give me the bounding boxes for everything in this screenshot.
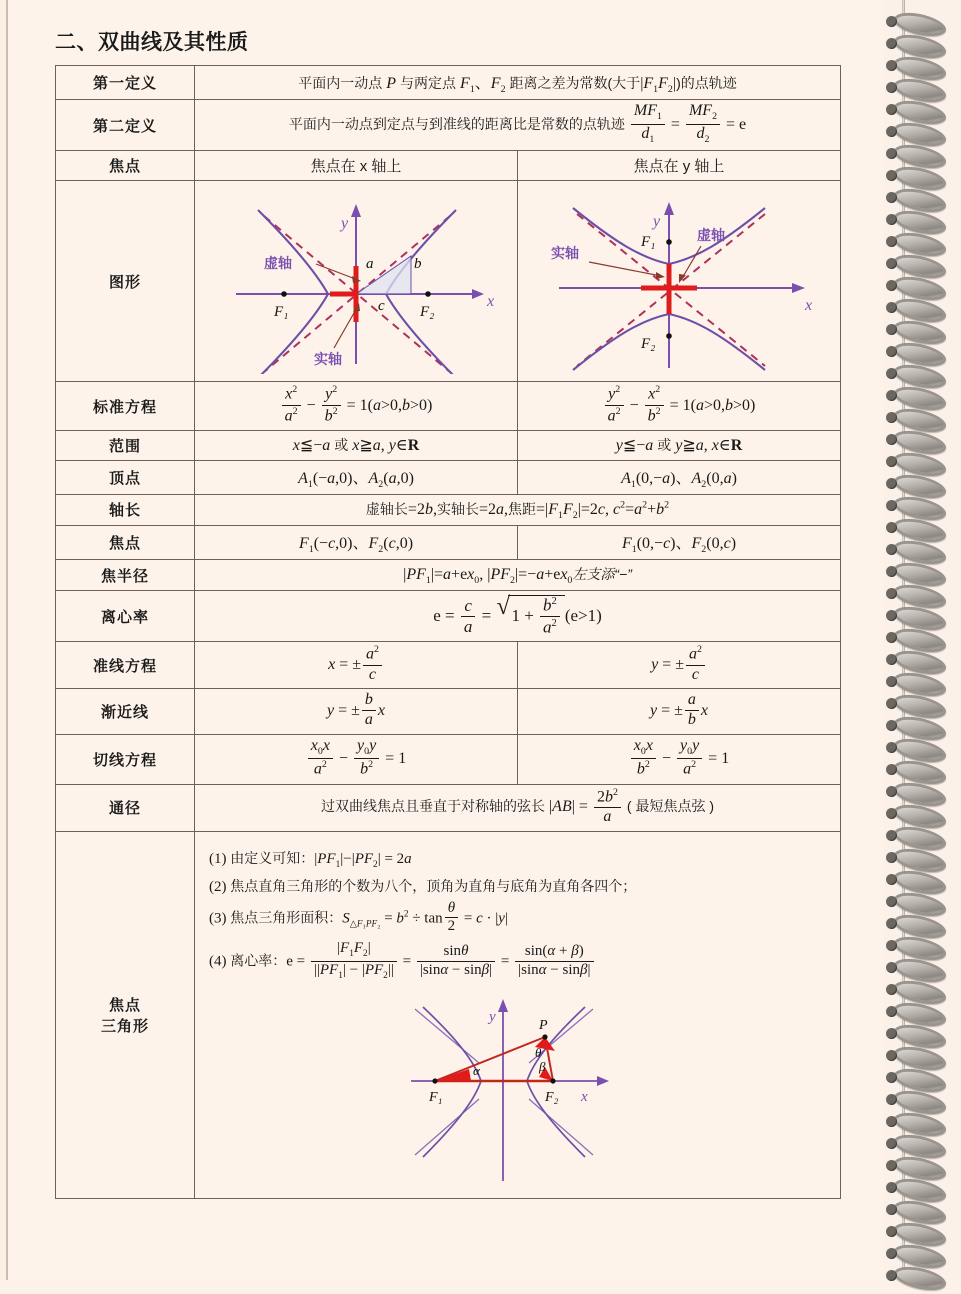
row-label-eccentricity: 离心率 — [56, 591, 195, 642]
row-label-focus-points: 焦点 — [56, 526, 195, 560]
binding-coil-ring — [886, 1202, 942, 1219]
latus-post-text: ( 最短焦点弦 ) — [626, 798, 715, 815]
table-row-directrix — [56, 642, 841, 689]
binding-coil-ring — [886, 58, 942, 75]
focus-points-right: $F_1(0,-c)$、$F_2(0,c)$ — [518, 526, 841, 560]
def1-text-d: )的点轨迹 — [676, 75, 737, 91]
right-figure-y-label: y — [653, 213, 661, 231]
binding-coil-ring — [886, 36, 942, 53]
item-3-number: (3) — [209, 910, 227, 927]
item-4-number: (4) — [209, 953, 227, 970]
standard-equation-right: $\frac{y^2}{a^2}$ − $\frac{x^2}{b^2}$ = 1(a>0,b>0) — [518, 382, 841, 430]
right-figure-imaginary-axis-label: 虚轴 — [697, 227, 725, 244]
asymptote-left: y = ± $\frac{b}{a}$ x — [195, 689, 518, 735]
right-figure-real-axis-label: 实轴 — [551, 245, 579, 262]
binding-coil-ring — [886, 102, 942, 119]
left-figure-x-label: x — [487, 293, 495, 311]
binding-coil-ring — [886, 762, 942, 779]
binding-coil-ring — [886, 80, 942, 97]
binding-coil-ring — [886, 806, 942, 823]
binding-coil-ring — [886, 1048, 942, 1065]
focus-axis-right: 焦点在 y 轴上 — [518, 151, 841, 181]
item-2-number: (2) — [209, 878, 227, 895]
row-label-definition-2: 第二定义 — [56, 100, 195, 151]
focal-triangle-item-2: (2) 焦点直角三角形的个数为八个，顶角为直角与底角为直角各四个； — [209, 877, 637, 895]
left-figure-F2-label: F₂ — [420, 304, 435, 321]
table-row-definition-1 — [56, 66, 841, 100]
binding-coil-ring — [886, 366, 942, 383]
binding-coil-ring — [886, 190, 942, 207]
binding-coil-ring — [886, 520, 942, 537]
row-label-directrix: 准线方程 — [56, 642, 195, 689]
binding-coil-ring — [886, 938, 942, 955]
row-label-tangent: 切线方程 — [56, 734, 195, 784]
def2-fraction-1: $\frac{MF_1}{d_1}$ — [631, 103, 665, 145]
binding-coil-ring — [886, 388, 942, 405]
table-row-axis-length — [56, 494, 841, 525]
row-label-axis-length: 轴长 — [56, 494, 195, 525]
binding-coil-ring — [886, 1180, 942, 1197]
left-figure-b-label: b — [414, 256, 422, 273]
bottom-figure-alpha-label: α — [472, 1062, 480, 1078]
binding-coil-ring — [886, 322, 942, 339]
binding-coil-ring — [886, 784, 942, 801]
latus-rectum-value: 过双曲线焦点且垂直于对称轴的弦长 |AB| = $\frac{2b^2}{a}$ ( 最短焦点弦 ) — [195, 784, 841, 831]
bottom-figure-F1-label: F₁ — [428, 1089, 442, 1105]
tangent-right: $\frac{x_0x}{b^2}$ − $\frac{y_0y}{a^2}$ = 1 — [518, 734, 841, 784]
binding-coil-ring — [886, 608, 942, 625]
binding-coil-ring — [886, 1224, 942, 1241]
binding-coil-ring — [886, 828, 942, 845]
figure-cell-y-axis — [518, 181, 841, 382]
row-value-definition-2: 平面内一动点到定点与到准线的距离比是常数的点轨迹 $\frac{MF_1}{d_1}$ = $\frac{MF_2}{d_2}$ = e — [195, 100, 841, 151]
binding-coil-ring — [886, 234, 942, 251]
focus-points-left: $F_1(-c,0)$、$F_2(c,0)$ — [195, 526, 518, 560]
row-label-asymptote: 渐近线 — [56, 689, 195, 735]
left-figure-y-label: y — [341, 215, 349, 233]
hyperbola-diagram-y-axis — [529, 188, 829, 374]
binding-coil-ring — [886, 630, 942, 647]
binding-coil-ring — [886, 410, 942, 427]
binding-coil-ring — [886, 1136, 942, 1153]
row-label-focal-triangle — [56, 831, 195, 1198]
def2-fraction-2: $\frac{MF_2}{d_2}$ — [686, 103, 720, 145]
focal-triangle-figure-wrap — [201, 989, 834, 1194]
bottom-figure-beta-label: β — [538, 1058, 545, 1074]
right-figure-F2-label: F₂ — [641, 336, 656, 353]
table-row-eccentricity — [56, 591, 841, 642]
bottom-figure-y-label: y — [488, 1008, 496, 1025]
binding-coil-ring — [886, 454, 942, 471]
row-label-vertex: 顶点 — [56, 460, 195, 494]
table-row-standard-equation — [56, 382, 841, 430]
def1-text-c: 距离之差为常数(大于 — [509, 75, 641, 91]
binding-coil-ring — [886, 212, 942, 229]
binding-coil-ring — [886, 652, 942, 669]
directrix-right: y = ± $\frac{a^2}{c}$ — [518, 642, 841, 689]
binding-coil-ring — [886, 1026, 942, 1043]
table-row-range — [56, 430, 841, 460]
binding-coil-ring — [886, 14, 942, 31]
binding-coil-ring — [886, 982, 942, 999]
left-figure-c-label: c — [378, 298, 385, 315]
tangent-left: $\frac{x_0x}{a^2}$ − $\frac{y_0y}{b^2}$ = 1 — [195, 734, 518, 784]
row-label-standard-equation: 标准方程 — [56, 382, 195, 430]
row-label-figures: 图形 — [56, 181, 195, 382]
focal-triangle-diagram — [393, 989, 643, 1189]
binding-coil-ring — [886, 278, 942, 295]
focal-triangle-content — [195, 831, 841, 1198]
spiral-binding — [884, 0, 961, 1280]
row-label-definition-1: 第一定义 — [56, 66, 195, 100]
right-figure-F1-label: F₁ — [641, 234, 656, 251]
focal-triangle-label-line2: 三角形 — [100, 1017, 149, 1035]
binding-coil-ring — [886, 564, 942, 581]
axis-length-value: 虚轴长=2b,实轴长=2a,焦距$=|F_1F_2|=2c$, $c^2=a^2+b^2$ — [195, 494, 841, 525]
table-row-focal-triangle — [56, 831, 841, 1198]
binding-coil-ring — [886, 850, 942, 867]
table-row-latus-rectum — [56, 784, 841, 831]
left-figure-F1-label: F₁ — [274, 304, 289, 321]
binding-coil-ring — [886, 1268, 942, 1285]
binding-coil-ring — [886, 124, 942, 141]
range-right: y≦−a 或 y≧a, x∈R — [518, 430, 841, 460]
left-figure-real-axis-label: 实轴 — [314, 351, 342, 368]
left-figure-imaginary-axis-label: 虚轴 — [264, 255, 292, 272]
binding-coil-ring — [886, 916, 942, 933]
range-left: x≦−a 或 x≧a, y∈R — [195, 430, 518, 460]
table-row-focus-axis — [56, 151, 841, 181]
binding-coil-ring — [886, 476, 942, 493]
right-figure-x-label: x — [805, 297, 813, 315]
left-figure-a-label: a — [366, 256, 374, 273]
binding-coil-ring — [886, 1246, 942, 1263]
page-title: 二、双曲线及其性质 — [55, 31, 249, 54]
def1-text-a: 平面内一动点 — [298, 75, 383, 91]
row-label-focus-axis: 焦点 — [56, 151, 195, 181]
binding-coil-ring — [886, 1004, 942, 1021]
binding-coil-ring — [886, 696, 942, 713]
binding-coil-ring — [886, 1158, 942, 1175]
table-row-vertex — [56, 460, 841, 494]
table-row-focal-radius — [56, 560, 841, 591]
binding-coil-ring — [886, 1070, 942, 1087]
bottom-figure-theta-label: θ — [534, 1044, 541, 1060]
row-label-latus-rectum: 通径 — [56, 784, 195, 831]
binding-coil-ring — [886, 740, 942, 757]
def1-text-b: 与两定点 — [400, 75, 457, 91]
eccentricity-value: e = $\frac{c}{a}$ = √ 1 + $\frac{b^2}{a^2}$ (e>1) — [195, 591, 841, 642]
item-1-number: (1) — [209, 850, 227, 867]
table-row-asymptote — [56, 689, 841, 735]
asymptote-right: y = ± $\frac{a}{b}$ x — [518, 689, 841, 735]
figure-cell-x-axis — [195, 181, 518, 382]
directrix-left: x = ± $\frac{a^2}{c}$ — [195, 642, 518, 689]
binding-coil-ring — [886, 542, 942, 559]
table-row-focus-points — [56, 526, 841, 560]
binding-coil-ring — [886, 1114, 942, 1131]
binding-coil-ring — [886, 146, 942, 163]
vertex-right: $A_1(0,-a)$、$A_2(0,a)$ — [518, 460, 841, 494]
binding-coil-ring — [886, 498, 942, 515]
binding-coil-ring — [886, 256, 942, 273]
binding-coil-ring — [886, 718, 942, 735]
table-row-figures — [56, 181, 841, 382]
binding-coil-ring — [886, 344, 942, 361]
focal-triangle-item-3: (3) 焦点三角形面积：$S_{\triangle F_1PF_2} = b^2 \div \tan$ $\frac{\theta}{2}$ = c · |y| — [209, 899, 508, 935]
focal-radius-value: $|PF_1|=a+ex_0$, $|PF_2|=-a+ex_0$左支添“−” — [195, 560, 841, 591]
focal-triangle-label-line1: 焦点 — [108, 996, 141, 1014]
binding-coil-ring — [886, 960, 942, 977]
table-row-tangent — [56, 734, 841, 784]
focus-axis-left: 焦点在 x 轴上 — [195, 151, 518, 181]
standard-equation-left: $\frac{x^2}{a^2}$ − $\frac{y^2}{b^2}$ = 1(a>0,b>0) — [195, 382, 518, 430]
row-label-focal-radius: 焦半径 — [56, 560, 195, 591]
binding-coil-ring — [886, 674, 942, 691]
binding-coil-ring — [886, 586, 942, 603]
binding-coil-ring — [886, 894, 942, 911]
table-row-definition-2 — [56, 100, 841, 151]
def2-text: 平面内一动点到定点与到准线的距离比是常数的点轨迹 — [288, 115, 625, 132]
hyperbola-diagram-x-axis — [206, 188, 506, 374]
row-value-definition-1: 平面内一动点 P 与两定点 $F_1$、$F_2$ 距离之差为常数(大于$|F_1F_2|$)的点轨迹 — [195, 66, 841, 100]
binding-coil-ring — [886, 432, 942, 449]
binding-coil-ring — [886, 1092, 942, 1109]
focal-triangle-item-1: (1) 由定义可知：$|PF_1|-|PF_2| = 2a$ — [209, 849, 412, 870]
vertex-left: $A_1(-a,0)$、$A_2(a,0)$ — [195, 460, 518, 494]
row-label-range: 范围 — [56, 430, 195, 460]
binding-coil-ring — [886, 872, 942, 889]
bottom-figure-F2-label: F₂ — [544, 1089, 558, 1105]
bottom-figure-P-label: P — [538, 1017, 548, 1033]
binding-coil-ring — [886, 168, 942, 185]
focal-triangle-item-4: (4) 离心率：e = $\frac{|F_1F_2|}{||PF_1| - |PF_2||}$ = $\frac{\sin\theta}{|\sin\alpha - \sin\beta|}$ = $\frac{\sin(\alpha + \beta)}{|\sin\alpha - \sin\beta|}$ — [209, 942, 834, 983]
latus-pre-text: 过双曲线焦点且垂直于对称轴的弦长 — [320, 798, 545, 815]
bottom-figure-x-label: x — [580, 1088, 588, 1105]
binding-coil-ring — [886, 300, 942, 317]
hyperbola-properties-table — [55, 65, 841, 1199]
